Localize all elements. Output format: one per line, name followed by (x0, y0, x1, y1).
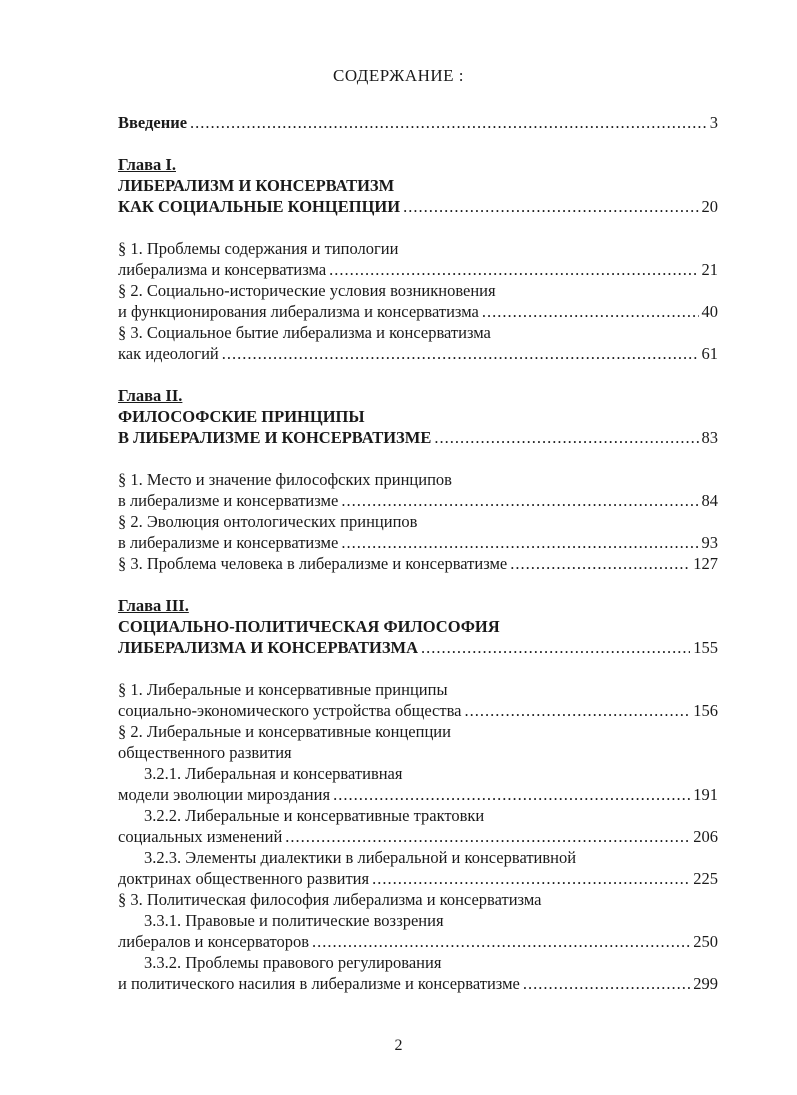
toc-entry-section (118, 490, 718, 511)
toc-entry-subsection (118, 868, 718, 889)
toc-page-number: 299 (693, 974, 718, 993)
dot-leader (372, 868, 690, 889)
dot-leader (222, 343, 699, 364)
dot-leader (333, 784, 690, 805)
toc-entry-section (118, 343, 718, 364)
chapter-title-line: В ЛИБЕРАЛИЗМЕ И КОНСЕРВАТИЗМЕ (118, 428, 432, 447)
chapter-label: Глава III. (118, 596, 189, 615)
chapter-title-line: СОЦИАЛЬНО-ПОЛИТИЧЕСКАЯ ФИЛОСОФИЯ (118, 617, 500, 636)
dot-leader (341, 532, 698, 553)
chapter-label: Глава I. (118, 155, 176, 174)
chapter-title-line: КАК СОЦИАЛЬНЫЕ КОНЦЕПЦИИ (118, 197, 401, 216)
section-title-line: § 3. Политическая философия либерализма и консерватизма (118, 890, 542, 909)
dot-leader (482, 301, 699, 322)
section-title-line: § 2. Эволюция онтологических принципов (118, 512, 418, 531)
toc-page-number: 250 (693, 932, 718, 951)
toc-entry-subsection (118, 973, 718, 994)
toc-entry-subsection (118, 784, 718, 805)
subsection-title-line: социальных изменений (118, 827, 283, 846)
toc-page-number: 206 (693, 827, 718, 846)
toc-page-number: 225 (693, 869, 718, 888)
section-title-line: § 1. Место и значение философских принципов (118, 470, 452, 489)
toc-entry-intro (118, 112, 718, 133)
section-title-line: социально-экономического устройства общества (118, 701, 462, 720)
toc-entry-chapter (118, 427, 718, 448)
toc-entry-subsection (118, 931, 718, 952)
toc-page-number: 21 (701, 260, 718, 279)
toc-entry-label: Введение (118, 113, 188, 132)
subsection-title-line: и политического насилия в либерализме и консерватизме (118, 974, 520, 993)
subsection-title-line: 3.2.1. Либеральная и консервативная (144, 764, 403, 783)
subsection-title-line: доктринах общественного развития (118, 869, 370, 888)
dot-leader (285, 826, 690, 847)
subsection-title-line: 3.3.2. Проблемы правового регулирования (144, 953, 442, 972)
section-title-line: в либерализме и консерватизме (118, 491, 339, 510)
section-title-line: § 3. Проблема человека в либерализме и консерватизме (118, 554, 508, 573)
dot-leader (434, 427, 698, 448)
chapter-title-line: ЛИБЕРАЛИЗМ И КОНСЕРВАТИЗМ (118, 176, 395, 195)
dot-leader (523, 973, 690, 994)
toc-entry-section (118, 301, 718, 322)
chapter-label: Глава II. (118, 386, 183, 405)
toc-page-number: 155 (693, 638, 718, 657)
subsection-title-line: либералов и консерваторов (118, 932, 309, 951)
toc-page-number: 156 (693, 701, 718, 720)
toc-page-number: 20 (701, 197, 718, 216)
toc-entry-section (118, 532, 718, 553)
section-title-line: как идеологий (118, 344, 219, 363)
section-title-line: либерализма и консерватизма (118, 260, 327, 279)
section-title-line: § 3. Социальное бытие либерализма и консерватизма (118, 323, 491, 342)
dot-leader (403, 196, 698, 217)
toc-page-number: 127 (693, 554, 718, 573)
subsection-title-line: 3.2.2. Либеральные и консервативные трактовки (144, 806, 485, 825)
toc-page-number: 40 (701, 302, 718, 321)
section-title-line: в либерализме и консерватизме (118, 533, 339, 552)
dot-leader (421, 637, 690, 658)
chapter-title-line: ФИЛОСОФСКИЕ ПРИНЦИПЫ (118, 407, 365, 426)
subsection-title-line: 3.3.1. Правовые и политические воззрения (144, 911, 444, 930)
subsection-title-line: 3.2.3. Элементы диалектики в либеральной и консервативной (144, 848, 577, 867)
toc-page-number: 61 (701, 344, 718, 363)
section-title-line: § 2. Социально-исторические условия возникновения (118, 281, 496, 300)
section-title-line: § 2. Либеральные и консервативные концепции (118, 722, 451, 741)
section-title-line: § 1. Проблемы содержания и типологии (118, 239, 399, 258)
toc-entry-chapter (118, 196, 718, 217)
toc-page-number: 191 (693, 785, 718, 804)
page-title: СОДЕРЖАНИЕ : (332, 66, 465, 85)
section-title-line: § 1. Либеральные и консервативные принципы (118, 680, 448, 699)
page-number: 2 (394, 1037, 403, 1054)
toc-entry-chapter (118, 637, 718, 658)
dot-leader (465, 700, 691, 721)
toc-page-number: 93 (701, 533, 718, 552)
toc-entry-subsection (118, 826, 718, 847)
dot-leader (510, 553, 690, 574)
section-title-line: и функционирования либерализма и консерватизма (118, 302, 479, 321)
toc-entry-section (118, 553, 718, 574)
subsection-title-line: модели эволюции мироздания (118, 785, 331, 804)
toc-page-number: 83 (701, 428, 718, 447)
dot-leader (329, 259, 698, 280)
section-title-line: общественного развития (118, 743, 292, 762)
toc-entry-section (118, 259, 718, 280)
toc-page-number: 84 (701, 491, 718, 510)
dot-leader (312, 931, 690, 952)
toc-page-number: 3 (709, 113, 718, 132)
dot-leader (341, 490, 698, 511)
chapter-title-line: ЛИБЕРАЛИЗМА И КОНСЕРВАТИЗМА (118, 638, 419, 657)
dot-leader (190, 112, 707, 133)
toc-entry-section (118, 700, 718, 721)
